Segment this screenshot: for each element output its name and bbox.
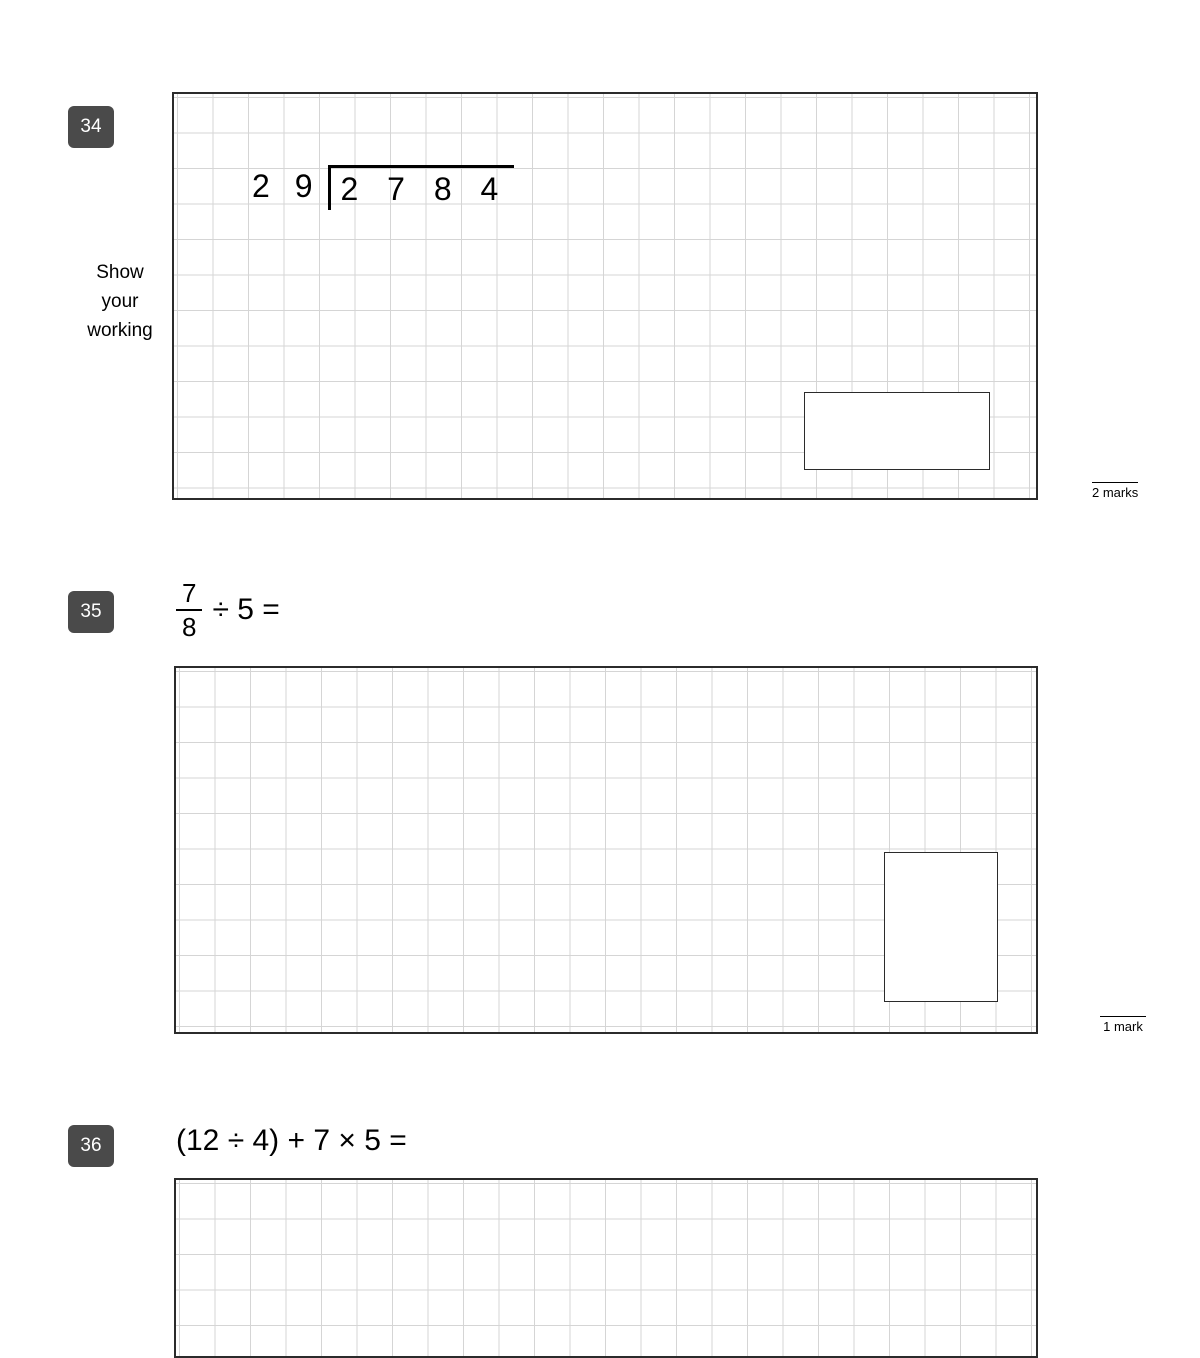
working-grid-q36[interactable] — [174, 1178, 1038, 1358]
fraction-denominator: 8 — [176, 609, 202, 642]
long-division-dividend: 2 7 8 4 — [328, 165, 514, 210]
question-number-34: 34 — [68, 106, 114, 148]
fraction-numerator: 7 — [182, 578, 197, 608]
show-your-working-label — [65, 258, 175, 345]
show-your-working-line-2: your — [101, 291, 139, 312]
expression-q36 — [176, 1124, 407, 1158]
answer-box-q34[interactable] — [804, 392, 990, 470]
marks-rule-q34 — [1092, 482, 1138, 483]
expression-rest-q35: ÷ 5 = — [212, 593, 280, 626]
marks-label-q34: 2 marks — [1092, 485, 1139, 500]
question-number-36: 36 — [68, 1125, 114, 1167]
question-number-35: 35 — [68, 591, 114, 633]
expression-q35 — [176, 578, 280, 642]
marks-label-q35: 1 mark — [1103, 1019, 1143, 1034]
long-division-expression-q34 — [252, 165, 514, 210]
show-your-working-line-3: working — [87, 320, 153, 341]
answer-box-q35[interactable] — [884, 852, 998, 1002]
show-your-working-line-1: Show — [96, 262, 144, 283]
fraction-seven-eighths — [176, 578, 202, 642]
expression-text-q36: (12 ÷ 4) + 7 × 5 = — [176, 1124, 407, 1157]
marks-q34 — [1092, 482, 1138, 500]
long-division-divisor: 2 9 — [252, 168, 321, 204]
marks-rule-q35 — [1100, 1016, 1146, 1017]
marks-q35 — [1100, 1016, 1146, 1034]
